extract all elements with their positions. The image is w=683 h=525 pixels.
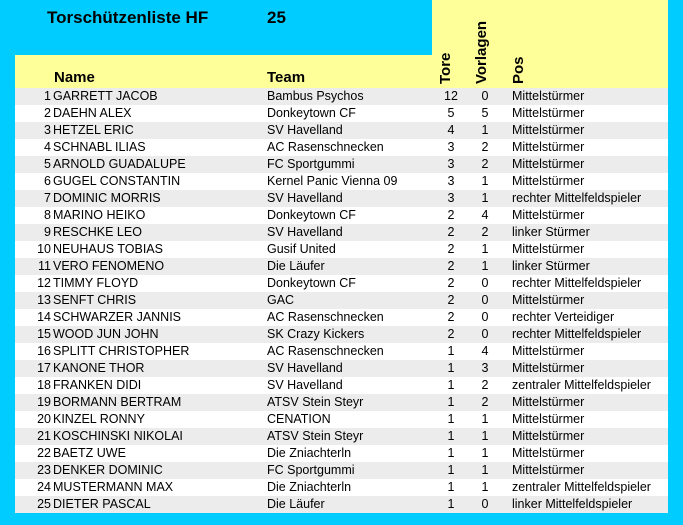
header-rotated-area xyxy=(432,0,668,55)
assists-cell: 1 xyxy=(481,463,489,477)
table-row[interactable] xyxy=(15,241,668,258)
team-cell: CENATION xyxy=(267,412,331,426)
assists-cell: 1 xyxy=(481,429,489,443)
goals-cell: 1 xyxy=(447,395,455,409)
player-name-cell: KOSCHINSKI NIKOLAI xyxy=(53,429,183,443)
goals-cell: 1 xyxy=(447,446,455,460)
player-name-cell: ARNOLD GUADALUPE xyxy=(53,157,186,171)
table-row[interactable] xyxy=(15,411,668,428)
player-name-cell: RESCHKE LEO xyxy=(53,225,142,239)
table-row[interactable] xyxy=(15,496,668,513)
position-cell: linker Stürmer xyxy=(512,259,590,273)
player-name-cell: DENKER DOMINIC xyxy=(53,463,163,477)
goals-cell: 1 xyxy=(447,463,455,477)
team-cell: Kernel Panic Vienna 09 xyxy=(267,174,398,188)
rank-cell: 7 xyxy=(44,191,51,205)
team-cell: SV Havelland xyxy=(267,378,343,392)
rank-cell: 19 xyxy=(37,395,51,409)
player-name-cell: KINZEL RONNY xyxy=(53,412,145,426)
assists-cell: 2 xyxy=(481,395,489,409)
table-row[interactable] xyxy=(15,156,668,173)
table-row[interactable] xyxy=(15,394,668,411)
rank-cell: 20 xyxy=(37,412,51,426)
goals-cell: 3 xyxy=(447,191,455,205)
position-cell: Mittelstürmer xyxy=(512,344,585,358)
team-cell: FC Sportgummi xyxy=(267,463,355,477)
position-cell: Mittelstürmer xyxy=(512,208,585,222)
table-row[interactable] xyxy=(15,258,668,275)
table-row[interactable] xyxy=(15,190,668,207)
team-cell: Donkeytown CF xyxy=(267,106,356,120)
assists-cell: 0 xyxy=(481,497,489,511)
team-cell: FC Sportgummi xyxy=(267,157,355,171)
team-cell: AC Rasenschnecken xyxy=(267,140,384,154)
position-cell: Mittelstürmer xyxy=(512,463,585,477)
scorer-table xyxy=(15,88,668,513)
assists-cell: 1 xyxy=(481,412,489,426)
player-name-cell: MUSTERMANN MAX xyxy=(53,480,174,494)
position-cell: linker Stürmer xyxy=(512,225,590,239)
goals-cell: 1 xyxy=(447,480,455,494)
rank-cell: 13 xyxy=(37,293,51,307)
player-name-cell: VERO FENOMENO xyxy=(53,259,165,273)
goals-cell: 1 xyxy=(447,378,455,392)
table-row[interactable] xyxy=(15,105,668,122)
player-name-cell: GARRETT JACOB xyxy=(53,89,158,103)
player-name-cell: FRANKEN DIDI xyxy=(53,378,142,392)
goals-cell: 1 xyxy=(447,344,455,358)
table-row[interactable] xyxy=(15,173,668,190)
assists-cell: 0 xyxy=(481,310,489,324)
goals-cell: 2 xyxy=(447,208,455,222)
assists-cell: 1 xyxy=(481,446,489,460)
rank-cell: 3 xyxy=(44,123,51,137)
assists-cell: 0 xyxy=(481,327,489,341)
goals-cell: 1 xyxy=(447,429,455,443)
table-row[interactable] xyxy=(15,292,668,309)
table-row[interactable] xyxy=(15,122,668,139)
goals-cell: 3 xyxy=(447,174,455,188)
assists-cell: 1 xyxy=(481,191,489,205)
position-cell: rechter Mittelfeldspieler xyxy=(512,191,642,205)
position-cell: Mittelstürmer xyxy=(512,412,585,426)
rank-cell: 23 xyxy=(37,463,51,477)
rank-cell: 12 xyxy=(37,276,51,290)
position-cell: Mittelstürmer xyxy=(512,140,585,154)
player-name-cell: GUGEL CONSTANTIN xyxy=(53,174,181,188)
table-row[interactable] xyxy=(15,207,668,224)
position-cell: zentraler Mittelfeldspieler xyxy=(512,378,651,392)
table-row[interactable] xyxy=(15,428,668,445)
rank-cell: 1 xyxy=(44,89,51,103)
position-cell: Mittelstürmer xyxy=(512,89,585,103)
position-cell: rechter Mittelfeldspieler xyxy=(512,327,642,341)
table-row[interactable] xyxy=(15,445,668,462)
goals-cell: 2 xyxy=(447,276,455,290)
team-cell: ATSV Stein Steyr xyxy=(267,395,364,409)
assists-cell: 0 xyxy=(481,293,489,307)
rank-cell: 8 xyxy=(44,208,51,222)
team-cell: Die Zniachterln xyxy=(267,446,352,460)
goals-cell: 3 xyxy=(447,157,455,171)
table-row[interactable] xyxy=(15,377,668,394)
table-row[interactable] xyxy=(15,360,668,377)
position-cell: rechter Mittelfeldspieler xyxy=(512,276,642,290)
position-cell: linker Mittelfeldspieler xyxy=(512,497,633,511)
header-position[interactable]: Pos xyxy=(510,56,527,84)
player-name-cell: SPLITT CHRISTOPHER xyxy=(53,344,190,358)
goals-cell: 2 xyxy=(447,259,455,273)
rank-cell: 6 xyxy=(44,174,51,188)
goals-cell: 12 xyxy=(444,89,458,103)
team-cell: SV Havelland xyxy=(267,361,343,375)
rank-cell: 15 xyxy=(37,327,51,341)
team-cell: Die Zniachterln xyxy=(267,480,352,494)
assists-cell: 3 xyxy=(481,361,489,375)
goals-cell: 2 xyxy=(447,310,455,324)
team-cell: Donkeytown CF xyxy=(267,208,356,222)
player-name-cell: SENFT CHRIS xyxy=(53,293,137,307)
position-cell: Mittelstürmer xyxy=(512,123,585,137)
page-title: Torschützenliste HF xyxy=(47,8,209,27)
assists-cell: 1 xyxy=(481,123,489,137)
rank-cell: 9 xyxy=(44,225,51,239)
player-name-cell: DOMINIC MORRIS xyxy=(53,191,161,205)
header-goals[interactable]: Tore xyxy=(437,52,454,84)
header-assists[interactable]: Vorlagen xyxy=(473,20,490,84)
header-name[interactable]: Name xyxy=(54,69,95,86)
goals-cell: 1 xyxy=(447,497,455,511)
player-name-cell: DIETER PASCAL xyxy=(53,497,151,511)
rank-cell: 21 xyxy=(37,429,51,443)
rank-cell: 4 xyxy=(44,140,51,154)
team-cell: SV Havelland xyxy=(267,191,343,205)
table-row[interactable] xyxy=(15,326,668,343)
assists-cell: 2 xyxy=(481,225,489,239)
assists-cell: 4 xyxy=(481,208,489,222)
team-cell: SK Crazy Kickers xyxy=(267,327,365,341)
player-name-cell: HETZEL ERIC xyxy=(53,123,134,137)
assists-cell: 4 xyxy=(481,344,489,358)
assists-cell: 5 xyxy=(481,106,489,120)
player-name-cell: DAEHN ALEX xyxy=(53,106,132,120)
player-name-cell: MARINO HEIKO xyxy=(53,208,146,222)
team-cell: Gusif United xyxy=(267,242,336,256)
player-name-cell: SCHWARZER JANNIS xyxy=(53,310,182,324)
position-cell: Mittelstürmer xyxy=(512,242,585,256)
table-row[interactable] xyxy=(15,309,668,326)
rank-cell: 22 xyxy=(37,446,51,460)
player-name-cell: SCHNABL ILIAS xyxy=(53,140,146,154)
goals-cell: 1 xyxy=(447,412,455,426)
team-cell: Die Läufer xyxy=(267,497,325,511)
goals-cell: 2 xyxy=(447,327,455,341)
table-row[interactable] xyxy=(15,479,668,496)
position-cell: Mittelstürmer xyxy=(512,174,585,188)
player-name-cell: WOOD JUN JOHN xyxy=(53,327,159,341)
position-cell: Mittelstürmer xyxy=(512,395,585,409)
player-name-cell: BAETZ UWE xyxy=(53,446,126,460)
position-cell: Mittelstürmer xyxy=(512,361,585,375)
player-name-cell: TIMMY FLOYD xyxy=(53,276,139,290)
team-cell: GAC xyxy=(267,293,295,307)
assists-cell: 1 xyxy=(481,242,489,256)
rank-cell: 17 xyxy=(37,361,51,375)
table-row[interactable] xyxy=(15,224,668,241)
team-cell: AC Rasenschnecken xyxy=(267,344,384,358)
table-row[interactable] xyxy=(15,462,668,479)
position-cell: rechter Verteidiger xyxy=(512,310,615,324)
assists-cell: 2 xyxy=(481,378,489,392)
team-cell: Donkeytown CF xyxy=(267,276,356,290)
player-name-cell: NEUHAUS TOBIAS xyxy=(53,242,163,256)
table-row[interactable] xyxy=(15,343,668,360)
position-cell: zentraler Mittelfeldspieler xyxy=(512,480,651,494)
assists-cell: 2 xyxy=(481,140,489,154)
assists-cell: 1 xyxy=(481,174,489,188)
rank-cell: 24 xyxy=(37,480,51,494)
position-cell: Mittelstürmer xyxy=(512,446,585,460)
team-cell: AC Rasenschnecken xyxy=(267,310,384,324)
title-bar xyxy=(0,0,432,55)
rank-cell: 2 xyxy=(44,106,51,120)
rank-cell: 11 xyxy=(38,259,51,273)
rank-cell: 5 xyxy=(44,157,51,171)
position-cell: Mittelstürmer xyxy=(512,106,585,120)
team-cell: Die Läufer xyxy=(267,259,325,273)
position-cell: Mittelstürmer xyxy=(512,293,585,307)
goals-cell: 2 xyxy=(447,242,455,256)
rank-cell: 16 xyxy=(37,344,51,358)
team-cell: SV Havelland xyxy=(267,123,343,137)
table-row[interactable] xyxy=(15,275,668,292)
goals-cell: 2 xyxy=(447,293,455,307)
rank-cell: 18 xyxy=(37,378,51,392)
assists-cell: 1 xyxy=(481,480,489,494)
player-count: 25 xyxy=(267,8,286,27)
position-cell: Mittelstürmer xyxy=(512,157,585,171)
position-cell: Mittelstürmer xyxy=(512,429,585,443)
goals-cell: 3 xyxy=(447,140,455,154)
assists-cell: 0 xyxy=(481,276,489,290)
table-row[interactable] xyxy=(15,139,668,156)
rank-cell: 25 xyxy=(37,497,51,511)
team-cell: Bambus Psychos xyxy=(267,89,364,103)
goals-cell: 1 xyxy=(447,361,455,375)
goals-cell: 4 xyxy=(447,123,455,137)
rank-cell: 14 xyxy=(37,310,51,324)
goals-cell: 5 xyxy=(447,106,455,120)
assists-cell: 2 xyxy=(481,157,489,171)
player-name-cell: KANONE THOR xyxy=(53,361,145,375)
team-cell: ATSV Stein Steyr xyxy=(267,429,364,443)
header-team[interactable]: Team xyxy=(267,69,306,86)
team-cell: SV Havelland xyxy=(267,225,343,239)
rank-cell: 10 xyxy=(37,242,51,256)
table-row[interactable] xyxy=(15,88,668,105)
assists-cell: 1 xyxy=(481,259,489,273)
assists-cell: 0 xyxy=(481,89,489,103)
player-name-cell: BORMANN BERTRAM xyxy=(53,395,182,409)
goals-cell: 2 xyxy=(447,225,455,239)
